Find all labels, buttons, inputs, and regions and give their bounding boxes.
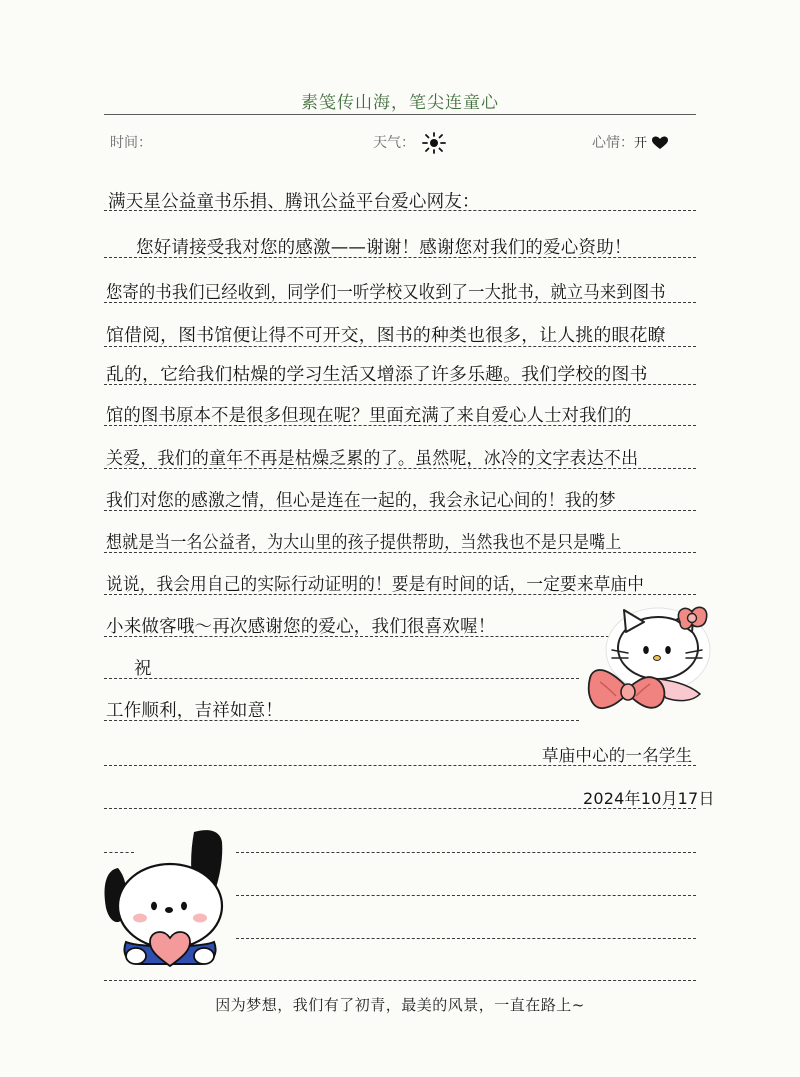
signature: 草庙中心的一名学生: [542, 746, 693, 765]
letter-line: 想就是当一名公益者，为大山里的孩子提供帮助，当然我也不是只是嘴上: [106, 533, 622, 553]
letter-line: 我们对您的感激之情，但心是连在一起的，我会永记心间的！我的梦: [106, 491, 616, 511]
letter-line: 小来做客哦～再次感谢您的爱心，我们很喜欢喔！: [106, 617, 496, 637]
ruled-line: [104, 678, 579, 679]
letter-line: 乱的，它给我们枯燥的学习生活又增添了许多乐趣。我们学校的图书: [106, 365, 648, 385]
letter-salutation: 满天星公益童书乐捐、腾讯公益平台爱心网友：: [108, 192, 480, 212]
ruled-line: [236, 895, 696, 896]
time-label: 时间：: [110, 135, 152, 151]
letter-line: 说说，我会用自己的实际行动证明的！要是有时间的话，一定要来草庙中: [106, 575, 645, 595]
letter-line: 馆的图书原本不是很多但现在呢？里面充满了来自爱心人士对我们的: [106, 406, 632, 426]
letter-line: 馆借阅，图书馆便让得不可开交，图书的种类也很多，让人挑的眼花瞭: [106, 326, 666, 346]
pochacco-sticker: [96, 824, 246, 970]
hello-kitty-sticker: [582, 598, 722, 722]
closing-text: 工作顺利，吉祥如意！: [106, 701, 283, 721]
mood-label: 心情：: [592, 135, 634, 151]
footer-motto: 因为梦想，我们有了初青，最美的风景，一直在路上~: [215, 996, 585, 1014]
ruled-line: [104, 980, 696, 981]
header-title: 素笺传山海，笔尖连童心: [301, 93, 499, 113]
weather-label: 天气：: [373, 135, 415, 151]
mood-value: 开: [634, 136, 648, 151]
letter-line: 您寄的书我们已经收到，同学们一听学校又收到了一大批书，就立马来到图书: [106, 283, 666, 303]
letter-line: 关爱，我们的童年不再是枯燥乏累的了。虽然呢，冰冷的文字表达不出: [106, 449, 639, 469]
ruled-line: [236, 852, 696, 853]
letter-date: 2024年10月17日: [583, 789, 715, 808]
ruled-line: [236, 938, 696, 939]
closing-wish: 祝: [134, 659, 152, 679]
letter-line: 您好请接受我对您的感激——谢谢！感谢您对我们的爱心资助！: [136, 238, 632, 258]
